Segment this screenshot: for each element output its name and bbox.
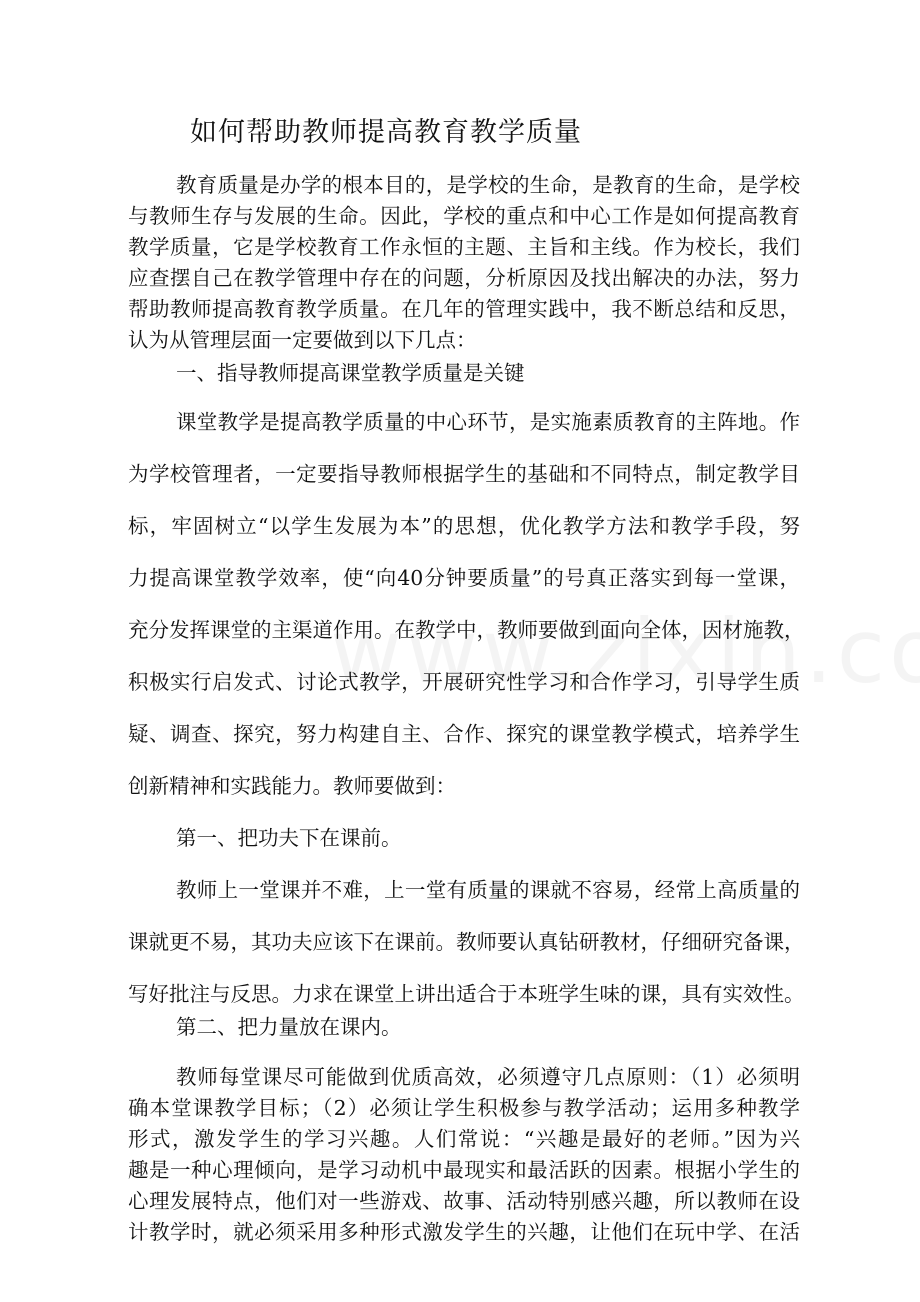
paragraph-line: 认为从管理层面一定要做到以下几点： bbox=[128, 328, 477, 352]
paragraph-line: 写好批注与反思。力求在课堂上讲出适合于本班学生味的课，具有实效性。 bbox=[128, 982, 805, 1006]
sub-heading: 第一、把功夫下在课前。 bbox=[176, 826, 402, 850]
paragraph-line: 帮助教师提高教育教学质量。在几年的管理实践中，我不断总结和反思， bbox=[128, 297, 800, 321]
paragraph-line: 形式，激发学生的学习兴趣。人们常说：“兴趣是最好的老师。”因为兴 bbox=[128, 1127, 800, 1151]
paragraph-line: 教师上一堂课并不难，上一堂有质量的课就不容易，经常上高质量的 bbox=[176, 878, 800, 902]
paragraph-line: 应查摆自己在教学管理中存在的问题，分析原因及找出解决的办法，努力 bbox=[128, 266, 800, 290]
paragraph-line: 为学校管理者，一定要指导教师根据学生的基础和不同特点，制定教学目 bbox=[128, 462, 800, 486]
paragraph-line: 教育质量是办学的根本目的，是学校的生命，是教育的生命，是学校 bbox=[176, 173, 800, 197]
section-heading: 一、指导教师提高课堂教学质量是关键 bbox=[176, 361, 525, 385]
paragraph-line: 标，牢固树立“以学生发展为本”的思想，优化教学方法和教学手段，努 bbox=[128, 514, 800, 538]
paragraph-line: 确本堂课教学目标；（2）必须让学生积极参与教学活动；运用多种教学 bbox=[128, 1096, 800, 1120]
paragraph-line: 教学质量，它是学校教育工作永恒的主题、主旨和主线。作为校长，我们 bbox=[128, 235, 800, 259]
paragraph-line: 疑、调查、探究，努力构建自主、合作、探究的课堂教学模式，培养学生 bbox=[128, 722, 800, 746]
paragraph-line: 积极实行启发式、讨论式教学，开展研究性学习和合作学习，引导学生质 bbox=[128, 670, 800, 694]
paragraph-line: 力提高课堂教学效率，使“向40分钟要质量”的号真正落实到每一堂课， bbox=[128, 566, 800, 590]
paragraph-line: 趣是一种心理倾向，是学习动机中最现实和最活跃的因素。根据小学生的 bbox=[128, 1158, 800, 1182]
document-title: 如何帮助教师提高教育教学质量 bbox=[190, 117, 582, 148]
paragraph-line: 课就更不易，其功夫应该下在课前。教师要认真钻研教材，仔细研究备课， bbox=[128, 930, 805, 954]
paragraph-line: 计教学时，就必须采用多种形式激发学生的兴趣，让他们在玩中学、在活 bbox=[128, 1220, 800, 1244]
paragraph-line: 与教师生存与发展的生命。因此，学校的重点和中心工作是如何提高教育 bbox=[128, 204, 800, 228]
paragraph-line: 创新精神和实践能力。教师要做到： bbox=[128, 774, 456, 798]
paragraph-line: 课堂教学是提高教学质量的中心环节，是实施素质教育的主阵地。作 bbox=[176, 410, 800, 434]
paragraph-line: 充分发挥课堂的主渠道作用。在教学中，教师要做到面向全体，因材施教， bbox=[128, 618, 805, 642]
paragraph-line: 教师每堂课尽可能做到优质高效，必须遵守几点原则：（1）必须明 bbox=[176, 1065, 800, 1089]
sub-heading: 第二、把力量放在课内。 bbox=[176, 1015, 402, 1039]
paragraph-line: 心理发展特点，他们对一些游戏、故事、活动特别感兴趣，所以教师在设 bbox=[128, 1189, 800, 1213]
